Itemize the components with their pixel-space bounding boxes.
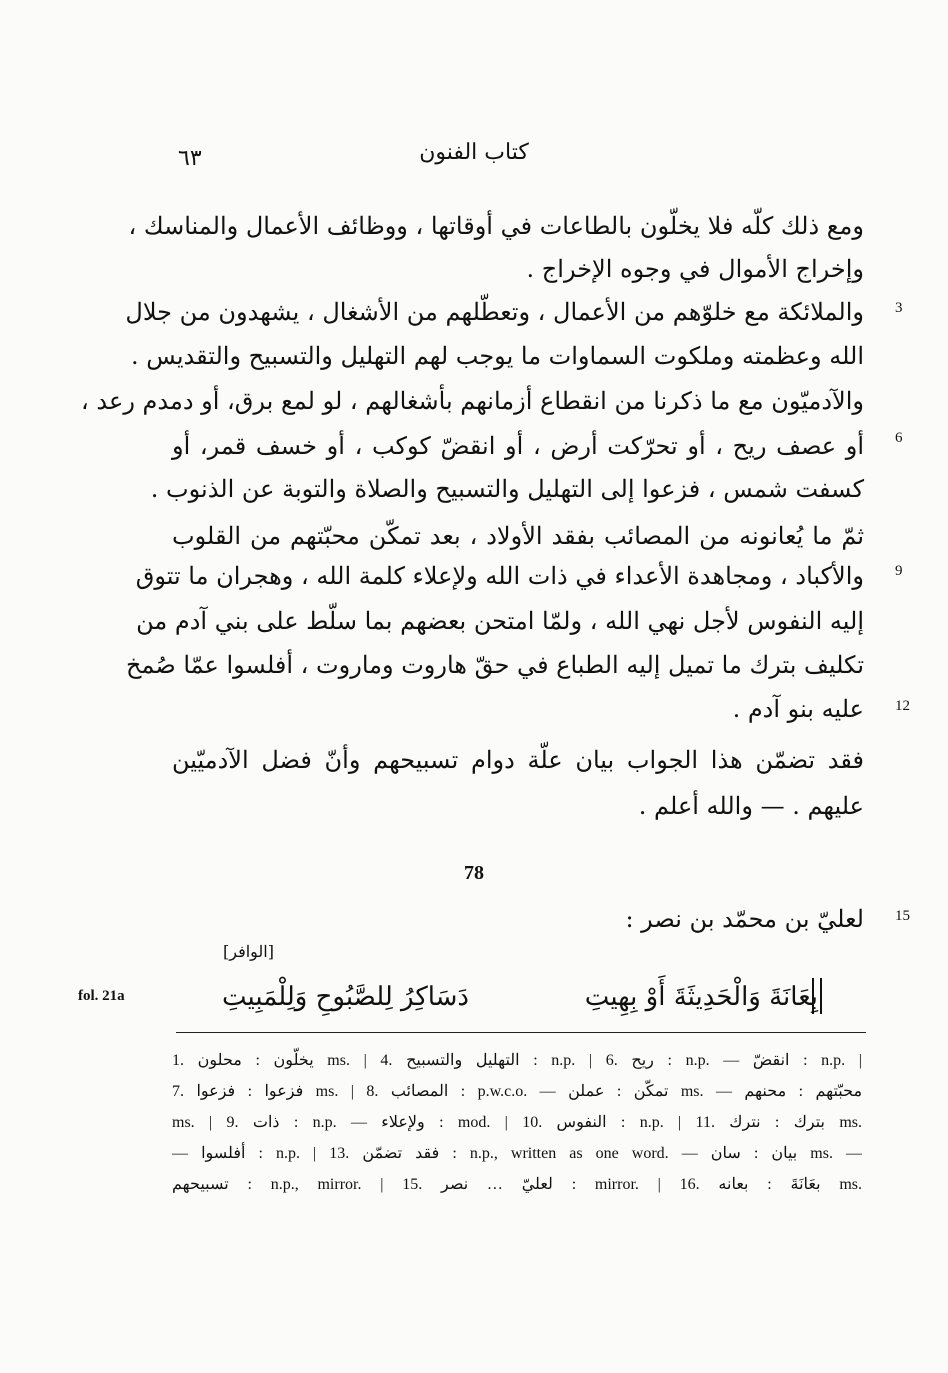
body-line: كسفت شمس ، فزعوا إلى التهليل والتسبيح والصلاة والتوبة عن الذنوب . bbox=[150, 475, 864, 503]
poem-number: 78 bbox=[464, 862, 484, 884]
running-head-title: كتاب الفنون bbox=[419, 140, 529, 165]
footnote-rule bbox=[176, 1032, 866, 1033]
footnote-line: 7. فزعوا : فزعوا ms. | 8. المصائب : p.w.c.o. — تمكّن : عملن ms. — محبّتهم : محنهم bbox=[172, 1083, 862, 1100]
line-number: 15 bbox=[895, 908, 910, 924]
body-line: ومع ذلك كلّه فلا يخلّون بالطاعات في أوقاتها ، ووظائف الأعمال والمناسك ، bbox=[128, 212, 864, 240]
body-line: أو عصف ريح ، أو تحرّكت أرض ، أو انقضّ كوكب ، أو خسف قمر، أو bbox=[172, 432, 864, 460]
poem-verse bbox=[222, 972, 818, 1022]
body-line: الله وعظمته وملكوت السماوات ما يوجب لهم التهليل والتسبيح والتقديس . bbox=[130, 342, 864, 370]
hemistich-first: بِعَانَةَ وَالْحَدِيثَةَ أَوْ بِهِيتِ bbox=[584, 982, 818, 1012]
body-line: تكليف بترك ما تميل إليه الطباع في حقّ هاروت وماروت ، أفلسوا عمّا صُمخ bbox=[125, 651, 864, 679]
footnote-line: 1. يخلّون : محلون ms. | 4. التهليل والتسبيح : n.p. | 6. ريح : n.p. — انقضّ : n.p. | bbox=[172, 1052, 862, 1069]
line-number: 3 bbox=[895, 300, 903, 316]
body-line: والأكباد ، ومجاهدة الأعداء في ذات الله ولإعلاء كلمة الله ، وهجران ما تتوق bbox=[135, 562, 864, 590]
body-line: وإخراج الأموال في وجوه الإخراج . bbox=[526, 255, 864, 283]
body-line: والملائكة مع خلوّهم من الأعمال ، وتعطّلهم من الأشغال ، يشهدون من جلال bbox=[125, 298, 864, 326]
footnote-line: ms. | 9. ذات : n.p. — ولإعلاء : mod. | 10. النفوس : n.p. | 11. بترك : نترك ms. bbox=[172, 1114, 862, 1131]
body-line: فقد تضمّن هذا الجواب بيان علّة دوام تسبيحهم وأنّ فضل الآدميّين bbox=[172, 746, 864, 774]
body-line: ثمّ ما يُعانونه من المصائب بفقد الأولاد ، بعد تمكّن محبّتهم من القلوب bbox=[172, 522, 864, 550]
body-line: إليه النفوس لأجل نهي الله ، ولمّا امتحن بعضهم بما سلّط على بني آدم من bbox=[136, 607, 864, 635]
folio-reference: fol. 21a bbox=[78, 988, 125, 1004]
body-line: والآدميّون مع ما ذكرنا من انقطاع أزمانهم بأشغالهم ، لو لمع برق، أو دمدم رعد ، bbox=[81, 387, 864, 415]
poem-intro: لعليّ بن محمّد بن نصر : bbox=[625, 905, 864, 933]
line-number: 12 bbox=[895, 698, 910, 714]
footnote-line: — أفلسوا : n.p. | 13. فقد تضمّن : n.p., written as one word. — بيان : سان ms. — bbox=[172, 1145, 862, 1162]
body-line: عليه بنو آدم . bbox=[732, 695, 864, 723]
line-number: 9 bbox=[895, 563, 903, 579]
body-line: عليهم . — والله أعلم . bbox=[638, 792, 864, 820]
poem-meter: [الوافر] bbox=[223, 942, 274, 961]
footnote-line: تسبيحهم : n.p., mirror. | 15. لعليّ … نصر : mirror. | 16. بعَانَةَ : بعانه ms. bbox=[172, 1176, 862, 1193]
page-number: ٦٣ bbox=[178, 146, 202, 171]
hemistich-second: دَسَاكِرُ لِلصَّبُوحِ وَلِلْمَبِيتِ bbox=[222, 982, 470, 1012]
line-number: 6 bbox=[895, 430, 903, 446]
